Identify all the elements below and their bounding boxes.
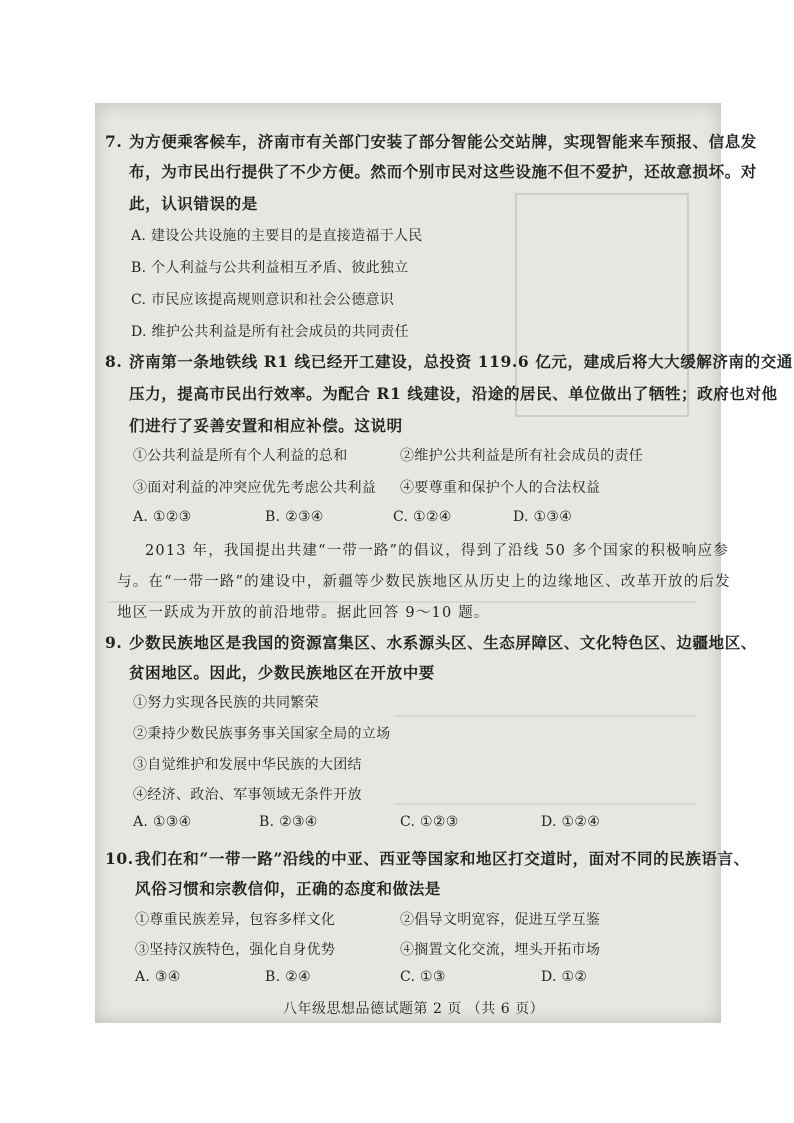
q7-line-2: 布，为市民出行提供了不少方便。然而个别市民对这些设施不但不爱护，还故意损坏。对 <box>129 162 757 181</box>
q8-number: 8. <box>105 352 123 371</box>
q10-number: 10. <box>105 849 134 868</box>
q9-choice-c: C. ①②③ <box>400 814 459 830</box>
q9-item-1: ①努力实现各民族的共同繁荣 <box>133 695 319 711</box>
bleed-through-line <box>395 715 695 717</box>
q9-line-2: 贫困地区。因此，少数民族地区在开放中要 <box>129 663 435 682</box>
q10-line-1: 10.我们在和“一带一路”沿线的中亚、西亚等国家和地区打交道时，面对不同的民族语言、 <box>105 849 750 868</box>
q8-item-1: ①公共利益是所有个人利益的总和 <box>133 448 348 464</box>
q10-item-4: ④搁置文化交流，埋头开拓市场 <box>400 942 601 958</box>
q8-item-3: ③面对利益的冲突应优先考虑公共利益 <box>133 480 377 496</box>
q7-option-d: D. 维护公共利益是所有社会成员的共同责任 <box>131 324 409 340</box>
q8-line-2: 压力，提高市民出行效率。为配合 R1 线建设，沿途的居民、单位做出了牺牲；政府也对他 <box>129 384 778 403</box>
q8-line-1: 8. 济南第一条地铁线 R1 线已经开工建设，总投资 119.6 亿元，建成后将大大缓解济南的交通 <box>105 352 793 371</box>
material-line-1: 2013 年，我国提出共建“一带一路”的倡议，得到了沿线 50 多个国家的积极响应参 <box>145 543 729 559</box>
q10-choice-a: A. ③④ <box>135 969 181 985</box>
q9-item-4: ④经济、政治、军事领域无条件开放 <box>133 787 362 803</box>
q10-choice-b: B. ②④ <box>265 969 311 985</box>
q7-line-1: 7. 为方便乘客候车，济南市有关部门安装了部分智能公交站牌，实现智能来车预报、信息发 <box>105 132 757 151</box>
q9-choice-b: B. ②③④ <box>259 814 318 830</box>
q8-item-2: ②维护公共利益是所有社会成员的责任 <box>400 448 644 464</box>
q8-choice-a: A. ①②③ <box>133 509 192 525</box>
q7-option-a: A. 建设公共设施的主要目的是直接造福于人民 <box>131 228 423 244</box>
q8-choice-d: D. ①③④ <box>513 509 573 525</box>
q8-line-3: 们进行了妥善安置和相应补偿。这说明 <box>129 416 403 435</box>
q9-choice-d: D. ①②④ <box>541 814 601 830</box>
exam-page <box>95 103 793 1023</box>
q9-item-2: ②秉持少数民族事务事关国家全局的立场 <box>133 726 391 742</box>
q10-line-2: 风俗习惯和宗教信仰，正确的态度和做法是 <box>135 879 441 898</box>
q8-choice-c: C. ①②④ <box>393 509 452 525</box>
q8-choice-b: B. ②③④ <box>265 509 324 525</box>
material-line-2: 与。在“一带一路”的建设中，新疆等少数民族地区从历史上的边缘地区、改革开放的后发 <box>117 574 731 590</box>
q10-choice-c: C. ①③ <box>400 969 446 985</box>
q9-line-1: 9. 少数民族地区是我国的资源富集区、水系源头区、生态屏障区、文化特色区、边疆地区、 <box>105 633 757 652</box>
q8-item-4: ④要尊重和保护个人的合法权益 <box>400 480 601 496</box>
q10-item-1: ①尊重民族差异，包容多样文化 <box>135 912 336 928</box>
page-footer: 八年级思想品德试题第 2 页 （共 6 页） <box>283 1001 545 1017</box>
material-line-3: 地区一跃成为开放的前沿地带。据此回答 9～10 题。 <box>117 605 490 621</box>
q9-choice-a: A. ①③④ <box>133 814 192 830</box>
q7-option-b: B. 个人利益与公共利益相互矛盾、彼此独立 <box>131 260 409 276</box>
q10-item-3: ③坚持汉族特色，强化自身优势 <box>135 942 336 958</box>
q9-item-3: ③自觉维护和发展中华民族的大团结 <box>133 757 362 773</box>
q7-option-c: C. 市民应该提高规则意识和社会公德意识 <box>131 292 395 308</box>
q7-number: 7. <box>105 132 123 151</box>
q10-item-2: ②倡导文明宽容，促进互学互鉴 <box>400 912 601 928</box>
q9-number: 9. <box>105 633 123 652</box>
bleed-through-line <box>395 803 695 805</box>
q10-choice-d: D. ①② <box>541 969 588 985</box>
q7-line-3: 此，认识错误的是 <box>129 194 258 213</box>
